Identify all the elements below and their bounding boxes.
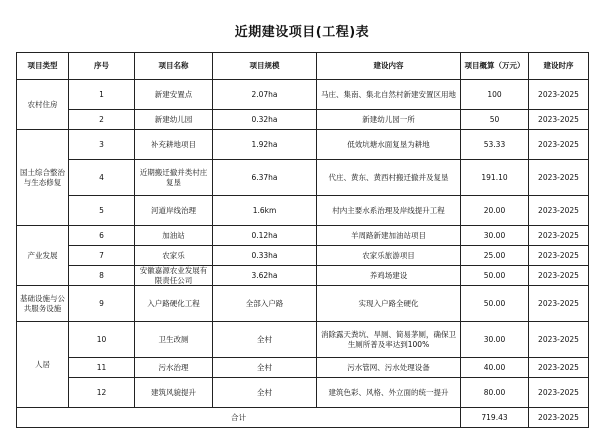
header-type: 项目类型: [17, 53, 69, 80]
header-content: 建设内容: [317, 53, 461, 80]
row-no: 12: [69, 378, 135, 408]
table-row: [17, 80, 589, 110]
row-name: 污水治理: [135, 358, 213, 378]
row-no: 7: [69, 246, 135, 266]
header-row: [17, 53, 589, 80]
table-row: [17, 286, 589, 322]
row-scale: 1.6km: [213, 196, 317, 226]
total-budget: 719.43: [461, 408, 529, 428]
table-row: [17, 226, 589, 246]
table-title: 近期建设项目(工程)表: [234, 25, 370, 40]
row-no: 2: [69, 110, 135, 130]
header-period: 建设时序: [529, 53, 589, 80]
table-row: [17, 160, 589, 196]
row-name: 加油站: [135, 226, 213, 246]
row-content: 马庄、集南、集北自然村新建安置区用地: [317, 80, 461, 110]
row-name: 安徽嘉源农业发展有限责任公司: [135, 266, 213, 286]
row-budget: 50.00: [461, 286, 529, 322]
row-period: 2023-2025: [529, 160, 589, 196]
row-period: 2023-2025: [529, 196, 589, 226]
row-budget: 20.00: [461, 196, 529, 226]
row-period: 2023-2025: [529, 246, 589, 266]
row-scale: 0.33ha: [213, 246, 317, 266]
row-budget: 191.10: [461, 160, 529, 196]
table-row: [17, 110, 589, 130]
row-scale: 0.32ha: [213, 110, 317, 130]
group-type-cell: 国土综合整治与生态修复: [17, 130, 69, 226]
row-name: 新建幼儿园: [135, 110, 213, 130]
header-budget: 项目概算（万元）: [461, 53, 529, 80]
row-no: 10: [69, 322, 135, 358]
row-content: 养鸡场建设: [317, 266, 461, 286]
row-content: 实现入户路全硬化: [317, 286, 461, 322]
row-no: 4: [69, 160, 135, 196]
row-period: 2023-2025: [529, 110, 589, 130]
row-name: 建筑风貌提升: [135, 378, 213, 408]
row-no: 3: [69, 130, 135, 160]
table-row: [17, 130, 589, 160]
row-no: 11: [69, 358, 135, 378]
row-budget: 40.00: [461, 358, 529, 378]
project-table: [16, 52, 589, 428]
row-scale: 2.07ha: [213, 80, 317, 110]
row-period: 2023-2025: [529, 322, 589, 358]
row-budget: 30.00: [461, 322, 529, 358]
table-row: [17, 246, 589, 266]
row-name: 卫生改厕: [135, 322, 213, 358]
row-scale: 全村: [213, 378, 317, 408]
row-content: 污水管网、污水处理设备: [317, 358, 461, 378]
row-no: 9: [69, 286, 135, 322]
row-scale: 全部入户路: [213, 286, 317, 322]
row-period: 2023-2025: [529, 378, 589, 408]
row-budget: 25.00: [461, 246, 529, 266]
row-budget: 30.00: [461, 226, 529, 246]
row-content: 新建幼儿园一所: [317, 110, 461, 130]
row-scale: 3.62ha: [213, 266, 317, 286]
row-content: 消除露天粪坑、旱厕、简易茅厕，确保卫生厕所普及率达到100%: [317, 322, 461, 358]
total-label: 合计: [17, 408, 461, 428]
header-name: 项目名称: [135, 53, 213, 80]
header-scale: 项目规模: [213, 53, 317, 80]
row-period: 2023-2025: [529, 80, 589, 110]
group-type-cell: 人居: [17, 322, 69, 408]
row-period: 2023-2025: [529, 358, 589, 378]
row-scale: 1.92ha: [213, 130, 317, 160]
row-scale: 6.37ha: [213, 160, 317, 196]
row-scale: 全村: [213, 322, 317, 358]
row-content: 低效坑塘水面复垦为耕地: [317, 130, 461, 160]
row-period: 2023-2025: [529, 286, 589, 322]
row-name: 河道岸线治理: [135, 196, 213, 226]
row-scale: 全村: [213, 358, 317, 378]
row-name: 农家乐: [135, 246, 213, 266]
row-content: 村内主要水系治理及岸线提升工程: [317, 196, 461, 226]
table-row: [17, 322, 589, 358]
group-type-cell: 产业发展: [17, 226, 69, 286]
table-row: [17, 266, 589, 286]
row-name: 入户路硬化工程: [135, 286, 213, 322]
group-type-cell: 基础设施与公共服务设施: [17, 286, 69, 322]
row-content: 代庄、黄东、黄西村搬迁撤并及复垦: [317, 160, 461, 196]
row-budget: 50: [461, 110, 529, 130]
row-no: 1: [69, 80, 135, 110]
row-name: 补充耕地项目: [135, 130, 213, 160]
row-period: 2023-2025: [529, 130, 589, 160]
row-period: 2023-2025: [529, 226, 589, 246]
table-row: [17, 358, 589, 378]
row-budget: 80.00: [461, 378, 529, 408]
table-row: [17, 378, 589, 408]
total-row: [17, 408, 589, 428]
row-no: 6: [69, 226, 135, 246]
row-no: 8: [69, 266, 135, 286]
row-period: 2023-2025: [529, 266, 589, 286]
row-scale: 0.12ha: [213, 226, 317, 246]
table-row: [17, 196, 589, 226]
group-type-cell: 农村住房: [17, 80, 69, 130]
row-no: 5: [69, 196, 135, 226]
total-period: 2023-2025: [529, 408, 589, 428]
header-no: 序号: [69, 53, 135, 80]
row-content: 羊周路新建加油站项目: [317, 226, 461, 246]
row-name: 近期搬迁撤并类村庄复垦: [135, 160, 213, 196]
row-name: 新建安置点: [135, 80, 213, 110]
row-budget: 100: [461, 80, 529, 110]
row-budget: 53.33: [461, 130, 529, 160]
row-budget: 50.00: [461, 266, 529, 286]
row-content: 建筑色彩、风格、外立面的统一提升: [317, 378, 461, 408]
row-content: 农家乐旅游项目: [317, 246, 461, 266]
